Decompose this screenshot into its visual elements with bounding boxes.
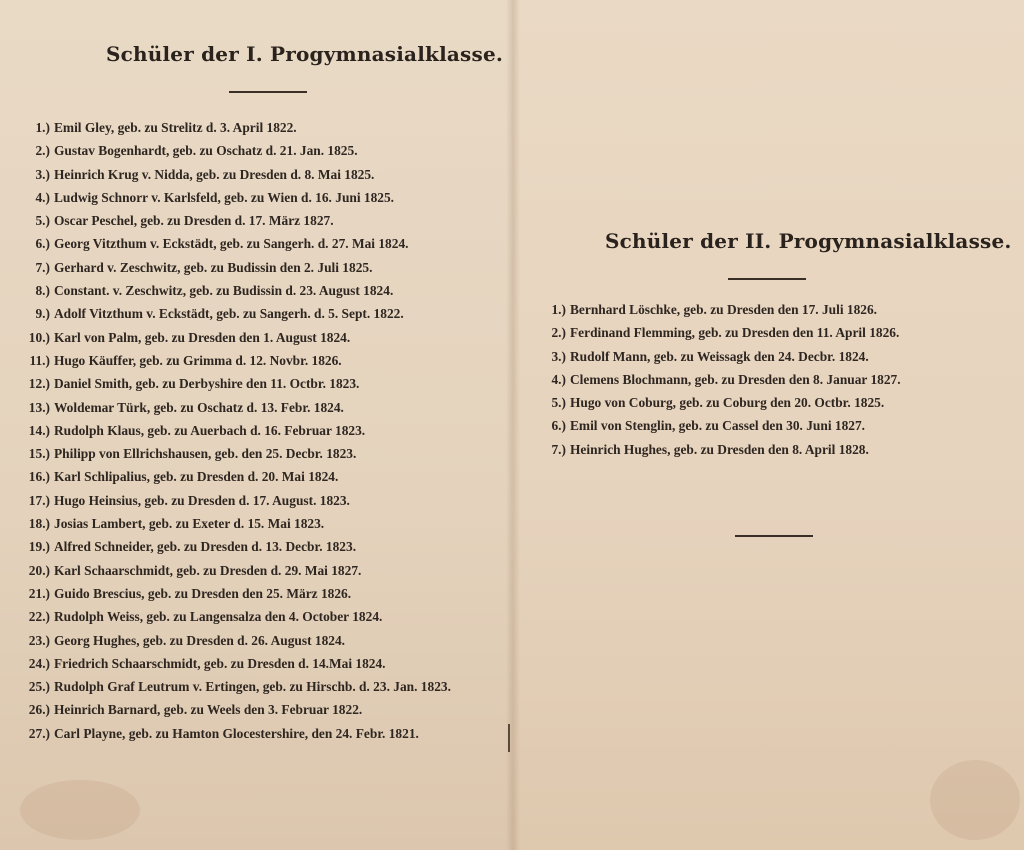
entry-number: 25.)	[28, 679, 50, 695]
student-entry	[20, 372, 451, 395]
student-entry	[20, 419, 451, 442]
entry-number: 27.)	[28, 725, 50, 741]
student-entry	[546, 368, 901, 391]
entry-text: Daniel Smith, geb. zu Derbyshire den 11. Octbr. 1823.	[54, 376, 360, 392]
entry-text: Rudolph Klaus, geb. zu Auerbach d. 16. Februar 1823.	[54, 422, 366, 438]
entry-number: 4.)	[35, 189, 50, 205]
entry-number: 5.)	[35, 213, 50, 229]
student-entry	[546, 321, 901, 344]
student-entry	[20, 512, 451, 535]
entry-number: 7.)	[551, 441, 566, 457]
book-gutter	[506, 0, 520, 850]
student-entry	[20, 722, 451, 745]
entry-number: 2.)	[551, 325, 566, 341]
paper-stain	[20, 780, 140, 840]
student-entry	[20, 209, 451, 232]
student-entry	[20, 256, 451, 279]
entry-text: Emil von Stenglin, geb. zu Cassel den 30. Juni 1827.	[570, 418, 866, 434]
student-entry	[20, 302, 451, 325]
entry-number: 1.)	[35, 120, 50, 135]
paper-stain	[930, 760, 1020, 840]
student-entry	[20, 675, 451, 698]
entry-text: Alfred Schneider, geb. zu Dresden d. 13. Decbr. 1823.	[54, 539, 357, 555]
entry-number: 1.)	[551, 302, 566, 317]
right-page-heading: Schüler der II. Progymnasialklasse.	[605, 229, 1012, 253]
student-entry	[546, 438, 901, 461]
entry-number: 17.)	[28, 492, 50, 508]
entry-text: Oscar Peschel, geb. zu Dresden d. 17. März 1827.	[54, 213, 334, 229]
entry-text: Karl Schaarschmidt, geb. zu Dresden d. 29. Mai 1827.	[54, 562, 362, 578]
entry-number: 10.)	[28, 329, 50, 345]
student-entry	[20, 232, 451, 255]
entry-number: 3.)	[35, 166, 50, 182]
student-entry	[20, 139, 451, 162]
entry-text: Karl Schlipalius, geb. zu Dresden d. 20. Mai 1824.	[54, 469, 339, 485]
entry-number: 3.)	[551, 348, 566, 364]
entry-text: Rudolph Graf Leutrum v. Ertingen, geb. zu Hirschb. d. 23. Jan. 1823.	[54, 679, 451, 695]
student-entry	[20, 326, 451, 349]
entry-number: 16.)	[28, 469, 50, 485]
student-entry	[546, 391, 901, 414]
student-entry	[20, 465, 451, 488]
student-entry	[20, 442, 451, 465]
entry-text: Josias Lambert, geb. zu Exeter d. 15. Mai 1823.	[54, 516, 325, 532]
student-entry	[20, 535, 451, 558]
entry-number: 26.)	[28, 702, 50, 718]
left-page-heading: Schüler der I. Progymnasialklasse.	[106, 42, 504, 66]
entry-number: 13.)	[28, 399, 50, 415]
entry-text: Ludwig Schnorr v. Karlsfeld, geb. zu Wien d. 16. Juni 1825.	[54, 189, 395, 205]
entry-text: Georg Hughes, geb. zu Dresden d. 26. August 1824.	[54, 632, 346, 648]
student-entry	[20, 605, 451, 628]
entry-text: Heinrich Barnard, geb. zu Weels den 3. Februar 1822.	[54, 702, 363, 718]
student-entry	[20, 349, 451, 372]
entry-text: Hugo Käuffer, geb. zu Grimma d. 12. Novbr. 1826.	[54, 352, 342, 368]
entry-text: Friedrich Schaarschmidt, geb. zu Dresden d. 14.Mai 1824.	[54, 655, 386, 671]
student-entry	[546, 298, 901, 321]
entry-text: Karl von Palm, geb. zu Dresden den 1. August 1824.	[54, 329, 351, 345]
student-entry	[546, 414, 901, 437]
student-entry	[20, 116, 451, 139]
entry-text: Georg Vitzthum v. Eckstädt, geb. zu Sangerh. d. 27. Mai 1824.	[54, 236, 409, 252]
entry-text: Woldemar Türk, geb. zu Oschatz d. 13. Febr. 1824.	[54, 399, 344, 415]
entry-text: Ferdinand Flemming, geb. zu Dresden den 11. April 1826.	[570, 325, 900, 341]
entry-text: Adolf Vitzthum v. Eckstädt, geb. zu Sangerh. d. 5. Sept. 1822.	[54, 306, 404, 322]
student-entry	[20, 396, 451, 419]
right-end-rule	[735, 535, 813, 537]
left-heading-rule	[229, 91, 307, 93]
entry-text: Hugo Heinsius, geb. zu Dresden d. 17. August. 1823.	[54, 492, 350, 508]
entry-text: Gerhard v. Zeschwitz, geb. zu Budissin den 2. Juli 1825.	[54, 259, 373, 275]
student-entry	[20, 163, 451, 186]
entry-text: Heinrich Hughes, geb. zu Dresden den 8. April 1828.	[570, 441, 869, 457]
student-entry	[20, 652, 451, 675]
student-entry	[546, 345, 901, 368]
right-student-list	[546, 298, 901, 461]
entry-number: 2.)	[35, 143, 50, 159]
entry-text: Constant. v. Zeschwitz, geb. zu Budissin d. 23. August 1824.	[54, 283, 394, 299]
entry-text: Guido Brescius, geb. zu Dresden den 25. März 1826.	[54, 585, 352, 601]
margin-mark	[508, 724, 510, 752]
student-entry	[20, 582, 451, 605]
entry-number: 23.)	[28, 632, 50, 648]
entry-number: 14.)	[28, 422, 50, 438]
entry-number: 19.)	[28, 539, 50, 555]
entry-number: 6.)	[551, 418, 566, 434]
entry-number: 15.)	[28, 446, 50, 462]
entry-text: Heinrich Krug v. Nidda, geb. zu Dresden d. 8. Mai 1825.	[54, 166, 375, 182]
entry-number: 21.)	[28, 585, 50, 601]
student-entry	[20, 559, 451, 582]
entry-text: Gustav Bogenhardt, geb. zu Oschatz d. 21. Jan. 1825.	[54, 143, 358, 159]
entry-number: 24.)	[28, 655, 50, 671]
entry-number: 20.)	[28, 562, 50, 578]
right-heading-rule	[728, 278, 806, 280]
entry-number: 4.)	[551, 371, 566, 387]
entry-text: Emil Gley, geb. zu Strelitz d. 3. April 1822.	[54, 120, 297, 135]
entry-text: Hugo von Coburg, geb. zu Coburg den 20. Octbr. 1825.	[570, 395, 885, 411]
student-entry	[20, 489, 451, 512]
entry-text: Clemens Blochmann, geb. zu Dresden den 8. Januar 1827.	[570, 371, 901, 387]
entry-text: Rudolph Weiss, geb. zu Langensalza den 4. October 1824.	[54, 609, 383, 625]
student-entry	[20, 279, 451, 302]
entry-number: 18.)	[28, 516, 50, 532]
entry-text: Philipp von Ellrichshausen, geb. den 25. Decbr. 1823.	[54, 446, 357, 462]
entry-number: 12.)	[28, 376, 50, 392]
entry-text: Bernhard Löschke, geb. zu Dresden den 17. Juli 1826.	[570, 302, 878, 317]
entry-number: 9.)	[35, 306, 50, 322]
student-entry	[20, 629, 451, 652]
entry-number: 11.)	[29, 352, 50, 368]
left-student-list	[20, 116, 451, 745]
entry-number: 6.)	[35, 236, 50, 252]
student-entry	[20, 186, 451, 209]
entry-text: Carl Playne, geb. zu Hamton Glocestershire, den 24. Febr. 1821.	[54, 725, 419, 741]
entry-text: Rudolf Mann, geb. zu Weissagk den 24. Decbr. 1824.	[570, 348, 869, 364]
student-entry	[20, 698, 451, 721]
entry-number: 7.)	[35, 259, 50, 275]
entry-number: 8.)	[35, 283, 50, 299]
entry-number: 5.)	[551, 395, 566, 411]
entry-number: 22.)	[28, 609, 50, 625]
